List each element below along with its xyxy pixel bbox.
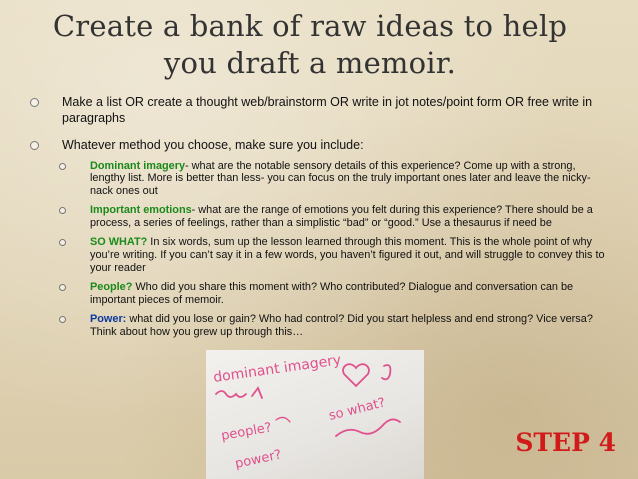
sub-bullet-text: - what are the range of emotions you felt during this experience? There should be a process, a series of feelings, rather than a simplistic “bad” or “good.” Use a thesaurus if need be [90,204,593,229]
bullet-icon [30,98,39,107]
bullet-item [22,138,612,154]
sub-bullet-text: - what are the notable sensory details of this experience? Come up with a strong, lengthy list. More is better than less- you can focus on the truly important ones later and leave the nicky-nack ones out [90,159,591,197]
marker-scribble [382,365,390,379]
title-line-1: Create a bank of raw ideas to help [52,9,568,43]
marker-scribble [276,417,290,422]
marker-scribble [252,388,262,398]
sub-bullet-icon [59,239,66,246]
sub-bullet-item [90,313,612,338]
heart-icon [343,364,369,386]
sub-bullet-list [90,160,612,339]
sub-bullet-item [90,204,612,229]
marker-text-power: power? [233,447,283,472]
sub-bullet-item [90,281,612,306]
marker-scribble [216,391,246,397]
sub-bullet-text: Who did you share this moment with? Who contributed? Dialogue and conversation can be important pieces of memoir. [90,281,574,306]
sub-bullet-icon [59,207,66,214]
sub-bullet-icon [59,316,66,323]
marker-text-people: people? [220,420,273,444]
bullet-list [22,95,612,346]
sub-bullet-item [90,236,612,274]
bullet-text: Make a list OR create a thought web/brainstorm OR write in jot notes/point form OR free write in paragraphs [62,95,593,125]
keyword-people: People? [90,281,133,294]
keyword-so-what: SO WHAT? [90,236,148,249]
keyword-power: Power: [90,313,127,326]
keyword-important-emotions: Important emotions [90,204,192,217]
sub-bullet-icon [59,284,66,291]
marker-text-so-what: so what? [327,395,387,424]
keyword-dominant-imagery: Dominant imagery [90,159,186,172]
sub-bullet-icon [59,163,66,170]
marker-text-dominant-imagery: dominant imagery [212,352,343,386]
marker-scribble [336,419,400,436]
bullet-icon [30,141,39,150]
step-label: STEP 4 [515,428,616,457]
whiteboard-drawing [206,350,424,479]
bullet-text: Whatever method you choose, make sure you include: [62,138,364,152]
sub-bullet-text: In six words, sum up the lesson learned through this moment. This is the whole point of why you’re writing. If you can’t say it in a few words, you haven’t figured it out, and will struggle to convey this to your reader [90,236,605,274]
sub-bullet-text: what did you lose or gain? Who had control? Did you start helpless and end strong? Vice versa? Think about how you grew up through this… [90,313,593,339]
whiteboard-photo [206,350,424,479]
slide-title [40,8,580,82]
title-line-2: you draft a memoir. [163,46,457,80]
bullet-item [22,95,612,126]
sub-bullet-item [90,160,612,198]
